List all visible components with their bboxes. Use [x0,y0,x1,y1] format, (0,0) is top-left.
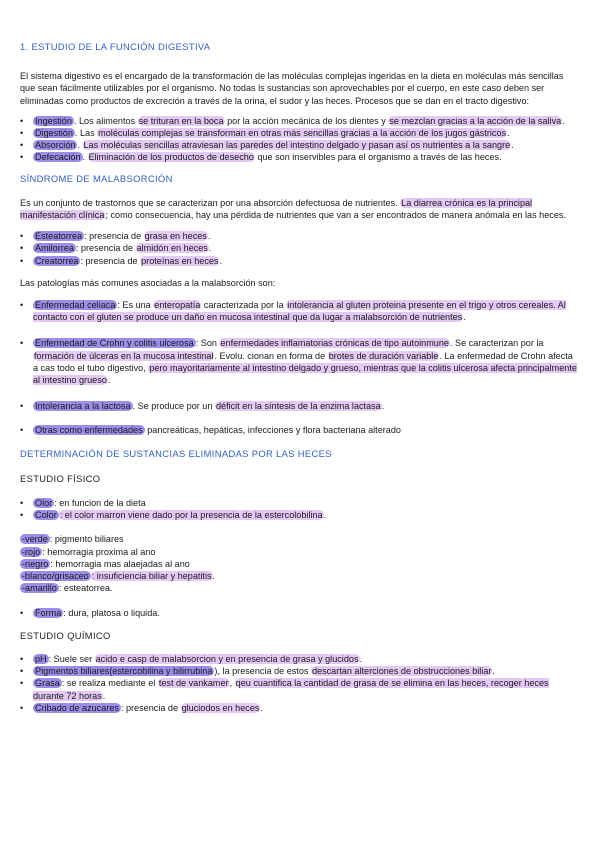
text-run: : presencia de [75,243,136,254]
list-item [20,607,580,619]
bullet-icon: • [20,231,24,242]
subsection-title: ESTUDIO QUÍMICO [20,629,111,641]
text-run: . [507,128,510,139]
text-highlight: déficit en la síntesis de la enzima lactasa [215,401,381,412]
text-highlight: test de vankamer [158,678,229,689]
text-highlight: se trituran en la boca [138,115,224,126]
text-run: . [102,690,106,701]
section-title: SÍNDROME DE MALABSORCIÓN [20,172,173,184]
text-run: , [229,678,235,689]
types-list [20,230,580,267]
term-highlight: Absorción [35,140,76,151]
text-highlight: proteínas en heces [141,255,219,266]
malabsorcion-paragraph [20,197,580,221]
bullet-icon: • [20,255,24,266]
text-run: : Son [195,338,220,349]
text-run: : presencia de [80,255,141,266]
text-run: . [219,255,223,266]
list-item [20,115,580,127]
text-run: : hemorragia proxima al ano [42,546,156,557]
term-highlight: Cribado de azucares [35,702,119,713]
text-run: : presencia de [120,702,181,713]
process-list [20,115,580,164]
term-highlight: Creatorrea [35,255,79,266]
text-run: Es un conjunto de trastornos que se caracterizan por una absorción defectuosa de nutrientes. [20,197,401,208]
text-run: . [107,375,111,386]
text-run: caracterizada por la [201,300,287,311]
bullet-icon: • [20,243,24,254]
text-run: . [323,510,327,521]
quimico-list [20,653,580,714]
term-highlight: Enfermedad de Crohn y colitis ulcerosa [35,338,194,349]
text-run: . Los alimentos [73,115,138,126]
text-run: . La enfermedad de Crohn afecta a cas todo el tubo digestivo, [33,350,573,373]
bullet-icon: • [20,607,24,618]
term-highlight: -verde [22,534,48,545]
text-run: . [208,243,212,254]
list-item [20,242,580,254]
text-highlight: intolerancia al gluten proteina presente en el trigo y otros cereales. Al contacto con el gluten se produce un daño en mucosa intestinal que da lugar a malabsorción de nutrientes [33,300,566,323]
list-item [20,230,580,242]
list-item [20,255,580,267]
text-run: . Se produce por un [132,401,215,412]
list-item [20,497,580,509]
text-highlight: grasa en heces [144,231,207,242]
text-run: que son inservibles para el organismo a través de las heces. [254,152,502,163]
text-run: : presencia de [84,231,144,242]
text-highlight: La diarrea crónica es la principal manifestación clínica [20,197,533,221]
list-item [20,151,580,163]
list-item [20,665,580,677]
text-highlight: gluciodos en heces [181,702,260,713]
term-highlight: pH [35,653,47,664]
text-run: : Suele ser [48,653,95,664]
text-run: pancreáticas, hepáticas, infecciones y flora bacteriana alterado [144,425,401,436]
list-item [20,424,580,436]
text-run: . [492,666,495,677]
text-run: . Se caracterizan por la [449,338,544,349]
patologias-list [20,299,580,437]
text-run: : esteatorrea. [58,583,113,594]
term-highlight: Esteatorrea [35,231,83,242]
text-run: : Es una [117,300,154,311]
forma-list [20,607,580,619]
text-run: . [562,115,565,126]
text-highlight: pero mayoritariamente al intestino delgado y grueso, mientras que la colitis ulcerosa afecta principalmente al intestino grueso [33,362,577,386]
list-item [20,127,580,139]
text-highlight: se mezclan gracias a la acción de la saliva [389,115,562,126]
text-highlight: moléculas complejas se transforman en otras más sencillas gracias a la acción de los jugos gástricos [98,128,507,139]
text-run: . [381,401,385,412]
text-run: . Las [74,128,98,139]
list-item [20,582,580,594]
term-highlight: -rojo [22,546,41,557]
list-item [20,558,580,570]
bullet-icon: • [20,666,24,677]
list-item [20,509,580,521]
list-item [20,702,580,714]
text-run: por la acción mecánica de los dientes y [224,115,389,126]
text-highlight: acido e casp de malabsorcion y en presencia de grasa y glucidos [95,653,359,664]
list-item [20,546,580,558]
list-item [20,653,580,665]
text-run: ; como consecuencia, hay una pérdida de nutrientes que van a ser encontrados de manera anómala en las heces. [105,210,566,221]
text-highlight: qeu cuantifica la cantidad de grasa de se elimina en las heces, recoger heces durante 72 horas [33,678,549,701]
subsection-title: ESTUDIO FÍSICO [20,472,101,484]
term-highlight: Enfermedad celiaca [35,300,116,311]
bullet-icon: • [20,152,24,163]
term-highlight: Intolerancia a la lactosa [35,401,131,412]
text-highlight: almidón en heces [136,243,208,254]
text-run: . [260,702,263,713]
bullet-icon: • [20,401,24,412]
text-highlight: Las moléculas sencillas atraviesan las paredes del intestino delgado y pasan así os nutrientes a la sangre [83,140,511,151]
bullet-icon: • [20,678,24,689]
bullet-icon: • [20,498,24,509]
bullet-icon: • [20,128,24,139]
fisico-list [20,497,580,521]
bullet-icon: • [20,702,24,713]
text-run: . [77,140,83,151]
bullet-icon: • [20,338,24,349]
term-highlight: -blanco/grisaceo [22,571,89,582]
text-run: : dura, platosa o liquida. [63,607,160,618]
text-highlight: brotes de duración variable [328,350,439,361]
text-run: . [212,571,216,582]
text-run: : en funcion de la dieta [54,498,146,509]
text-highlight: : insuficiencia biliar y hepatitis [91,571,212,582]
text-run: : se realiza mediante el [61,678,158,689]
list-item [20,400,580,412]
term-highlight: Ingestión [35,115,72,126]
term-highlight: Pigmentos biliares(estercobilina y bilirrubina [35,666,213,677]
term-highlight: Defecación [35,152,81,163]
text-highlight: enteropatía [154,300,201,311]
text-highlight: formación de úlceras en la mucosa intestinal [34,350,214,361]
list-item [20,533,580,545]
term-highlight: Forma [35,607,62,618]
list-item [20,299,580,323]
term-highlight: Olor [35,498,53,509]
bullet-icon: • [20,115,24,126]
bullet-icon: • [20,510,24,521]
term-highlight: Digestión [35,128,73,139]
bullet-icon: • [20,653,24,664]
list-item [20,337,580,386]
bullet-icon: • [20,140,24,151]
term-highlight: Grasa [35,678,60,689]
text-run: . [511,140,514,151]
text-run: : pigmento biliares [49,534,124,545]
text-run: . [82,152,88,163]
term-highlight: -amarillo [22,583,57,594]
text-highlight: enfermedades inflamatorias crónicas de tipo autoinmune [220,338,449,349]
bullet-icon: • [20,425,24,436]
text-highlight: : el color marron viene dado por la presencia de la estercolobilina [59,510,323,521]
list-item [20,139,580,151]
document-page [20,41,580,714]
text-run: : hemorragia mas alaejadas al ano [50,558,190,569]
term-highlight: Amilorrea [35,243,74,254]
patologias-intro: Las patologías más comunes asociadas a la malabsorción son: [20,277,276,288]
text-highlight: Eliminación de los productos de desecho [88,152,254,163]
section-title: DETERMINACIÓN DE SUSTANCIAS ELIMINADAS POR LAS HECES [20,447,332,459]
term-highlight: Otras como enfermedades [35,425,143,436]
term-highlight: Color [35,510,57,521]
text-run: . [359,653,363,664]
section-title: 1. ESTUDIO DE LA FUNCIÓN DIGESTIVA [20,41,211,52]
list-item [20,570,580,582]
list-item [20,677,580,701]
intro-paragraph: El sistema digestivo es el encargado de la transformación de las moléculas complejas ingeridas en la dieta en moléculas más sencillas que sean fácilmente utilizables por el organismo. No todas ls sustancias son aprovechables por el cuerpo, en este caso deben ser eliminadas como productos de excreción a través de la orina, el sudor y las heces. Procesos que se dan en el tracto digestivo: [20,71,564,106]
text-run: . [463,312,466,323]
color-list [20,533,580,594]
text-highlight: descartan alterciones de obstrucciones biliar [311,666,492,677]
bullet-icon: • [20,300,24,311]
text-run: . Evolu. cionan en forma de [214,350,328,361]
text-run: . [207,231,211,242]
text-run: ), la presencia de estos [214,666,311,677]
term-highlight: -negro [22,558,49,569]
